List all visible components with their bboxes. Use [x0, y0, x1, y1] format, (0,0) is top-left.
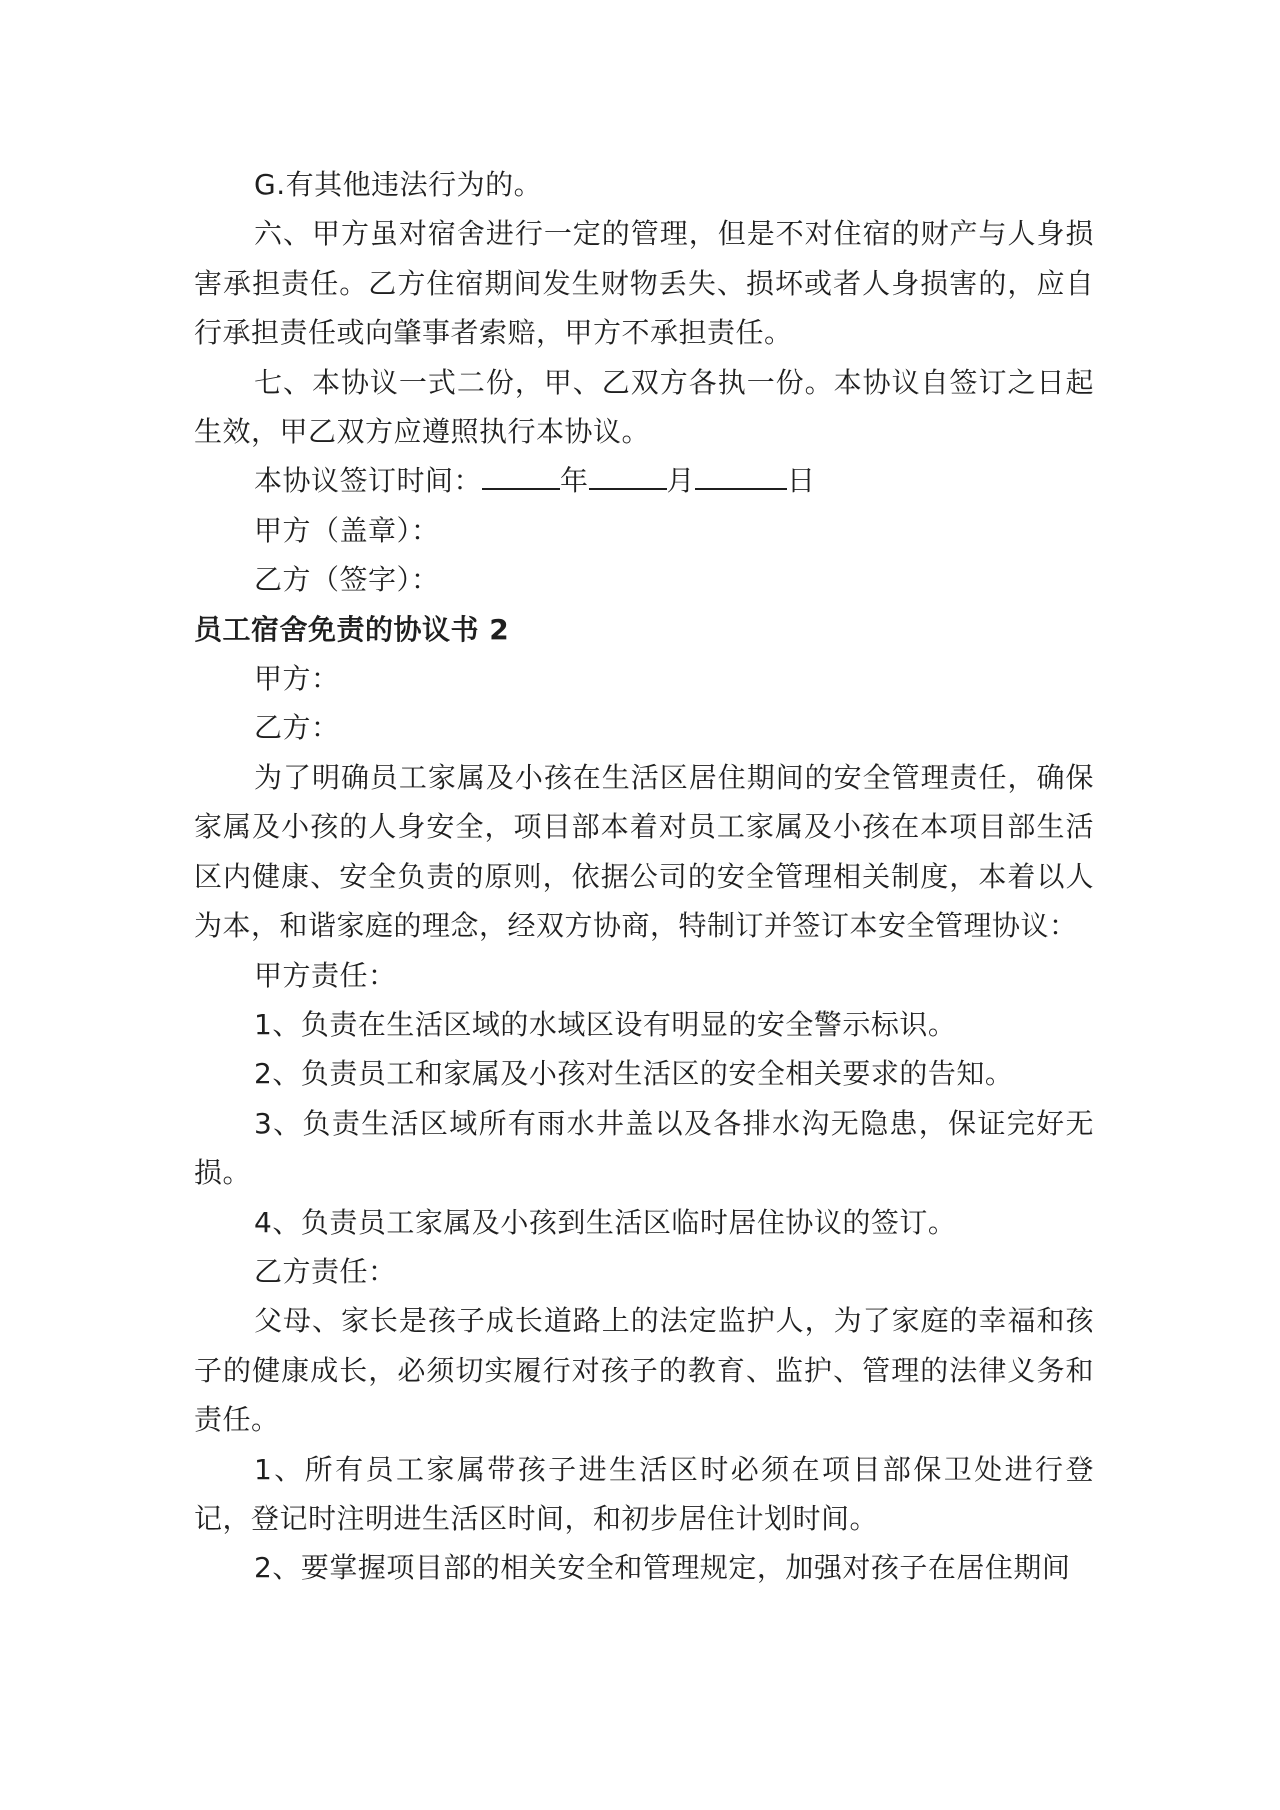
- section-heading: 员工宿舍免责的协议书 2: [194, 612, 510, 646]
- party-a-item-2: 2、负责员工和家属及小孩对生活区的安全相关要求的告知。: [254, 1057, 1014, 1091]
- party-a-responsibility-title: 甲方责任：: [254, 958, 397, 992]
- party-b-item-1: 1、所有员工家属带孩子进生活区时必须在项目部保卫处进行登记，登记时注明进生活区时间，和初步居住计划时间。: [194, 1452, 1094, 1535]
- party-b-responsibility-title: 乙方责任：: [254, 1254, 397, 1288]
- day-label: 日: [787, 464, 816, 498]
- party-a-item-3: 3、负责生活区域所有雨水井盖以及各排水沟无隐患，保证完好无损。: [194, 1106, 1094, 1190]
- document-page: [194, 160, 1094, 1593]
- intro-paragraph: 为了明确员工家属及小孩在生活区居住期间的安全管理责任，确保家属及小孩的人身安全，项目部本着对员工家属及小孩在本项目部生活区内健康、安全负责的原则，依据公司的安全管理相关制度，本着以人为本，和谐家庭的理念，经双方协商，特制订并签订本安全管理协议：: [194, 760, 1094, 943]
- party-b-line: 乙方：: [254, 711, 340, 745]
- paragraph-seven: 七、本协议一式二份，甲、乙双方各执一份。本协议自签订之日起生效，甲乙双方应遵照执行本协议。: [194, 365, 1094, 449]
- sign-time-label: 本协议签订时间：: [254, 464, 483, 498]
- paragraph-g: G.有其他违法行为的。: [254, 168, 543, 201]
- party-a-item-1: 1、负责在生活区域的水域区设有明显的安全警示标识。: [254, 1007, 957, 1041]
- year-blank: [482, 462, 560, 490]
- party-a-seal-line: 甲方（盖章）：: [254, 513, 440, 547]
- month-label: 月: [666, 464, 696, 498]
- paragraph-six: 六、甲方虽对宿舍进行一定的管理，但是不对住宿的财产与人身损害承担责任。乙方住宿期间发生财物丢失、损坏或者人身损害的，应自行承担责任或向肇事者索赔，甲方不承担责任。: [194, 217, 1094, 350]
- day-blank: [695, 462, 787, 490]
- party-b-item-2: 2、要掌握项目部的相关安全和管理规定，加强对孩子在居住期间: [254, 1551, 1071, 1585]
- month-blank: [589, 462, 667, 490]
- party-a-line: 甲方：: [254, 662, 340, 696]
- party-b-intro: 父母、家长是孩子成长道路上的法定监护人，为了家庭的幸福和孩子的健康成长，必须切实履行对孩子的教育、监护、管理的法律义务和责任。: [194, 1304, 1094, 1437]
- year-label: 年: [560, 464, 589, 498]
- party-b-sign-line: 乙方（签字）：: [254, 563, 440, 597]
- party-a-item-4: 4、负责员工家属及小孩到生活区临时居住协议的签订。: [254, 1205, 957, 1239]
- sign-time-line: [194, 456, 1094, 505]
